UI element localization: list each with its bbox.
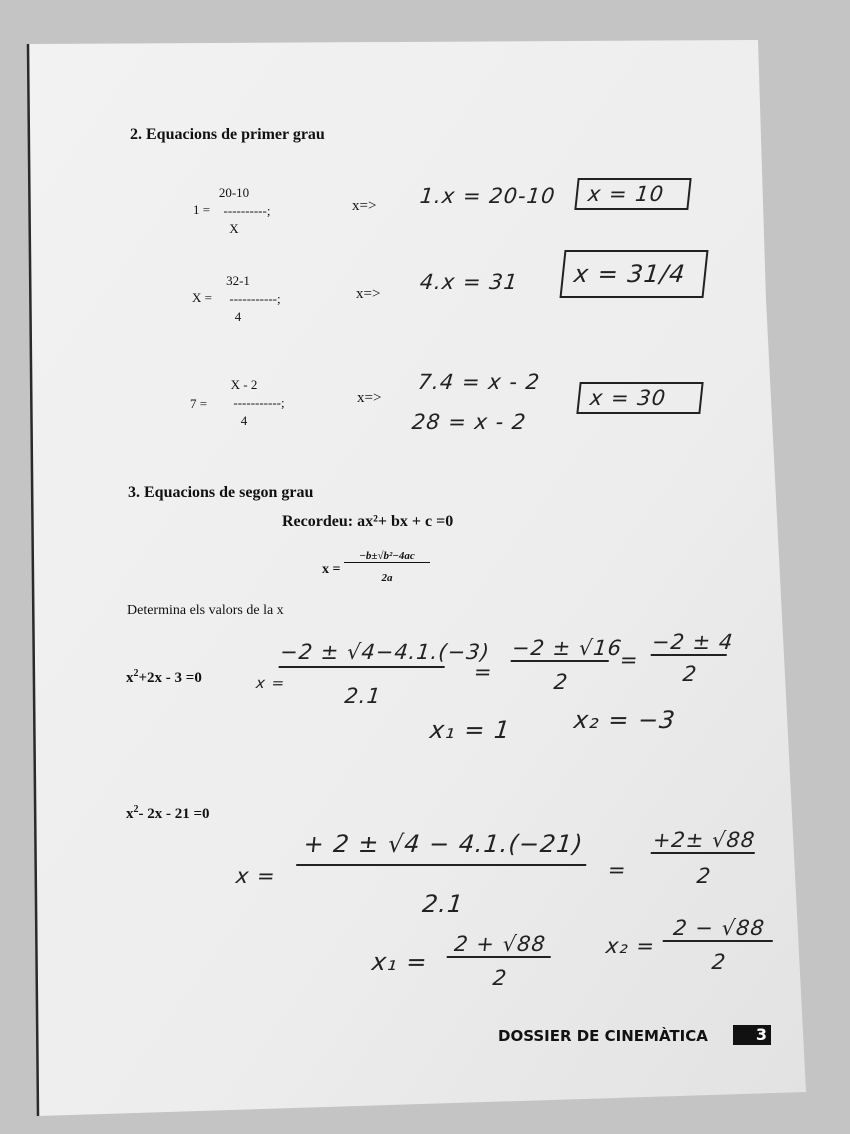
equation-2-bar: -----------; [229, 291, 281, 306]
question-1-step-2-numerator: −2 ± √16 [510, 636, 624, 660]
section-3-title: 3. Equacions de segon grau [128, 484, 314, 501]
question-1-equation [126, 668, 202, 687]
reminder-line [282, 513, 453, 531]
question-2-base: x [126, 806, 134, 822]
quadratic-formula-lhs: x = [322, 562, 341, 577]
question-2-equation [126, 804, 210, 823]
question-1-rest: +2x - 3 =0 [138, 670, 202, 686]
question-1-step-2-denominator: 2 [552, 670, 570, 694]
equation-2-work: 4.x = 31 [418, 270, 520, 294]
question-1-step-1-denominator: 2.1 [343, 684, 383, 708]
question-1-root-2: x₂ = −3 [572, 706, 678, 734]
equation-2-arrow: x=> [356, 286, 381, 302]
question-2-root-2-numerator: 2 − √88 [663, 916, 776, 942]
section-2-title: 2. Equacions de primer grau [130, 126, 325, 143]
equation-3-bar: -----------; [233, 395, 285, 410]
question-1-step-3-numerator: −2 ± 4 [650, 630, 735, 654]
question-2-root-1-label: x₁ = [370, 948, 430, 976]
equation-3-numerator: X - 2 [230, 377, 258, 392]
equation-3-answer: x = 30 [576, 382, 703, 414]
equation-1-numerator: 20-10 [218, 185, 250, 200]
equation-3-work-2: 28 = x - 2 [410, 410, 528, 434]
question-1-base: x [126, 670, 134, 686]
equation-3-lhs: 7 = [190, 396, 208, 411]
equation-1-answer: x = 10 [574, 178, 691, 210]
question-1-x-equals: x = [255, 674, 287, 692]
equation-2-answer: x = 31/4 [559, 250, 708, 298]
question-1-root-1: x₁ = 1 [428, 716, 512, 744]
quadratic-formula-numerator: −b±√b²−4ac [344, 550, 430, 563]
question-2-root-2-label: x₂ = [604, 934, 657, 958]
question-2-step-1-denominator: 2.1 [420, 890, 466, 918]
equation-3-denominator: 4 [240, 413, 248, 428]
equation-3-arrow: x=> [357, 390, 382, 406]
question-1-equals-1: = [472, 660, 494, 684]
question-1-exponent: 2 [133, 668, 139, 679]
question-2-root-1-denominator: 2 [491, 966, 509, 990]
question-2-step-1-numerator: + 2 ± √4 − 4.1.(−21) [296, 830, 590, 866]
question-2-exponent: 2 [133, 804, 139, 815]
equation-1-work: 1.x = 20-10 [418, 184, 557, 208]
question-2-root-1-numerator: 2 + √88 [447, 932, 554, 958]
reminder-formula: ax²+ bx + c =0 [357, 513, 454, 530]
equation-1-bar: ----------; [223, 203, 271, 218]
equation-2-lhs: X = [192, 290, 212, 305]
instruction-text: Determina els valors de la x [127, 603, 284, 618]
equation-2-denominator: 4 [234, 309, 242, 324]
question-2-root-2-denominator: 2 [710, 950, 728, 974]
quadratic-formula-denominator: 2a [381, 572, 393, 584]
question-1-step-1-numerator: −2 ± √4−4.1.(−3) [279, 640, 448, 668]
question-2-rest: - 2x - 21 =0 [138, 806, 210, 822]
equation-3-work-1: 7.4 = x - 2 [416, 370, 542, 394]
question-2-step-2-numerator: +2± √88 [651, 828, 757, 852]
reminder-label: Recordeu: [282, 513, 354, 530]
equation-1-denominator: X [229, 221, 239, 236]
equation-1-lhs: 1 = [193, 202, 211, 217]
question-1-equals-2: = [618, 648, 640, 672]
question-2-x-equals: x = [234, 864, 277, 888]
equation-2-numerator: 32-1 [226, 273, 250, 288]
equation-1-arrow: x=> [352, 198, 377, 214]
footer-title: DOSSIER DE CINEMÀTICA [498, 1027, 708, 1045]
question-1-step-3-denominator: 2 [681, 662, 699, 686]
question-2-step-2-denominator: 2 [695, 864, 713, 888]
page-number: 3 [733, 1025, 771, 1045]
question-2-equals-1: = [606, 858, 628, 882]
